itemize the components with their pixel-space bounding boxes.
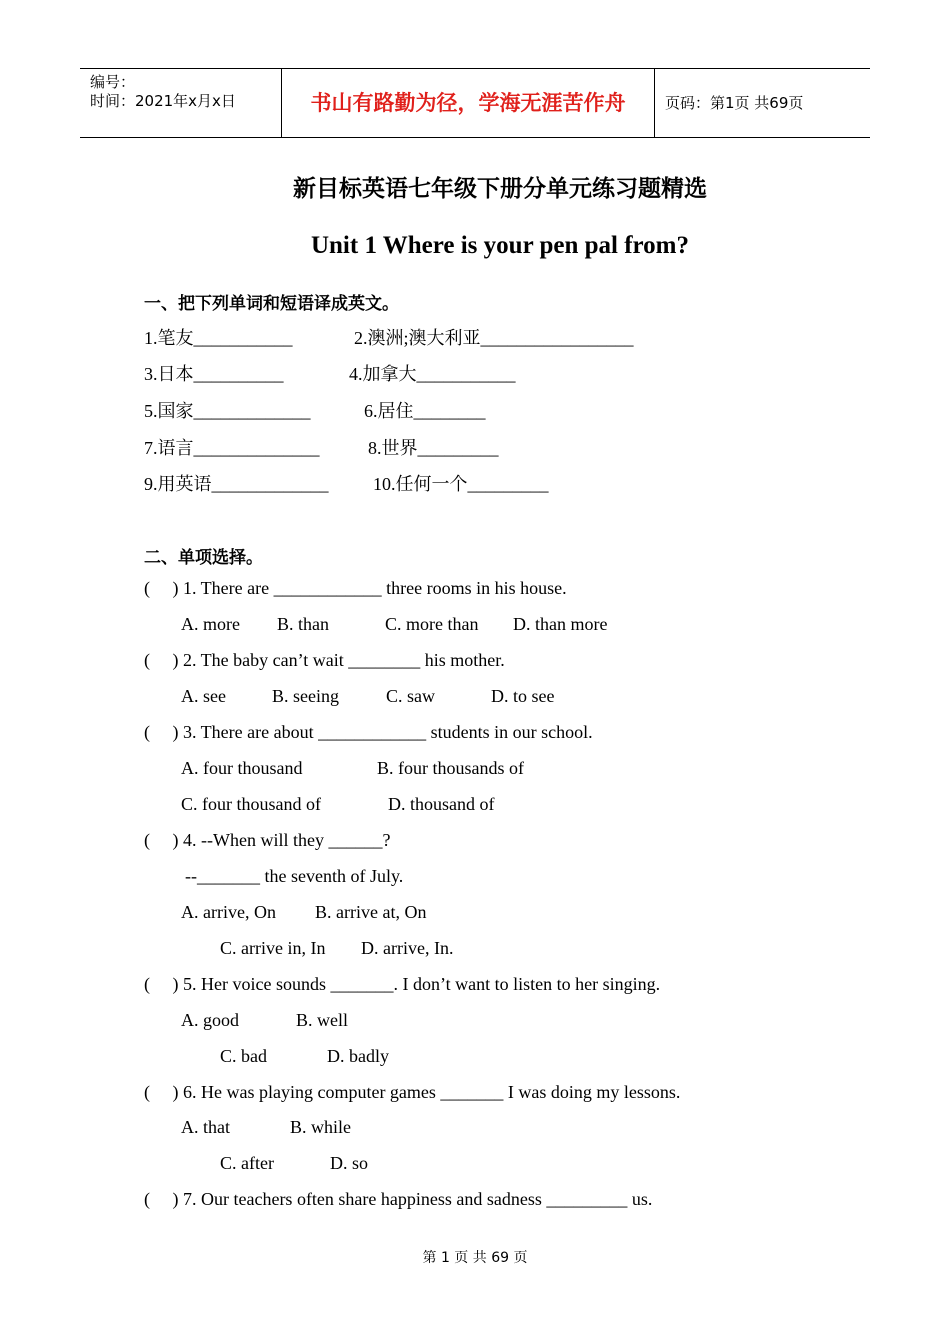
option: A. that — [181, 1117, 230, 1137]
unit-title: Unit 1 Where is your pen pal from? — [310, 232, 690, 259]
question-line: ( ) 3. There are about ____________ students in our school. — [144, 722, 593, 742]
option: A. see — [181, 686, 226, 706]
question-line: ( ) 4. --When will they ______? — [144, 830, 391, 850]
page-title: 新目标英语七年级下册分单元练习题精选 — [293, 176, 707, 202]
option: C. more than — [385, 614, 479, 634]
header-page-info: 页码：第1页 共69页 — [665, 94, 804, 112]
option: A. good — [181, 1010, 239, 1030]
vocab-item: 6.居住________ — [364, 401, 486, 421]
option: D. so — [330, 1153, 369, 1173]
header-motto: 书山有路勤为径，学海无涯苦作舟 — [282, 69, 655, 137]
option: D. than more — [513, 614, 608, 634]
vocab-item: 1.笔友___________ — [144, 328, 293, 348]
vocab-item: 3.日本__________ — [144, 364, 284, 384]
option: A. four thousand — [181, 758, 303, 778]
option: B. four thousands of — [377, 758, 524, 778]
question-line: ( ) 1. There are ____________ three rooms in his house. — [144, 578, 567, 598]
option: C. bad — [220, 1046, 267, 1066]
option: C. saw — [386, 686, 435, 706]
option: C. arrive in, In — [220, 938, 326, 958]
vocab-item: 5.国家_____________ — [144, 401, 311, 421]
time-label: 时间：2021年x月x日 — [90, 92, 236, 110]
vocab-item: 9.用英语_____________ — [144, 474, 329, 494]
vocab-item: 4.加拿大___________ — [349, 364, 516, 384]
option: B. than — [277, 614, 329, 634]
option: B. while — [290, 1117, 351, 1137]
question-line: ( ) 5. Her voice sounds _______. I don’t want to listen to her singing. — [144, 974, 661, 994]
question-line: ( ) 6. He was playing computer games _______ I was doing my lessons. — [144, 1082, 681, 1102]
option: D. thousand of — [388, 794, 495, 814]
option: B. well — [296, 1010, 348, 1030]
question-line: ( ) 2. The baby can’t wait ________ his mother. — [144, 650, 505, 670]
option: B. arrive at, On — [315, 902, 427, 922]
document-header — [80, 68, 870, 138]
option: B. seeing — [272, 686, 339, 706]
option: C. after — [220, 1153, 274, 1173]
page-footer: 第 1 页 共 69 页 — [422, 1250, 528, 1266]
section1-heading: 一、把下列单词和短语译成英文。 — [144, 294, 399, 314]
question-line: ( ) 7. Our teachers often share happiness and sadness _________ us. — [144, 1189, 653, 1209]
header-meta — [80, 69, 282, 137]
number-label: 编号： — [90, 73, 136, 91]
option: C. four thousand of — [181, 794, 321, 814]
vocab-item: 8.世界_________ — [368, 438, 499, 458]
answer-line: --_______ the seventh of July. — [185, 866, 404, 886]
option: A. arrive, On — [181, 902, 276, 922]
section2-heading: 二、单项选择。 — [144, 548, 263, 568]
option: A. more — [181, 614, 240, 634]
vocab-item: 2.澳洲;澳大利亚_________________ — [354, 328, 634, 348]
option: D. arrive, In. — [361, 938, 454, 958]
vocab-item: 10.任何一个_________ — [373, 474, 549, 494]
vocab-item: 7.语言______________ — [144, 438, 320, 458]
option: D. badly — [327, 1046, 389, 1066]
option: D. to see — [491, 686, 555, 706]
